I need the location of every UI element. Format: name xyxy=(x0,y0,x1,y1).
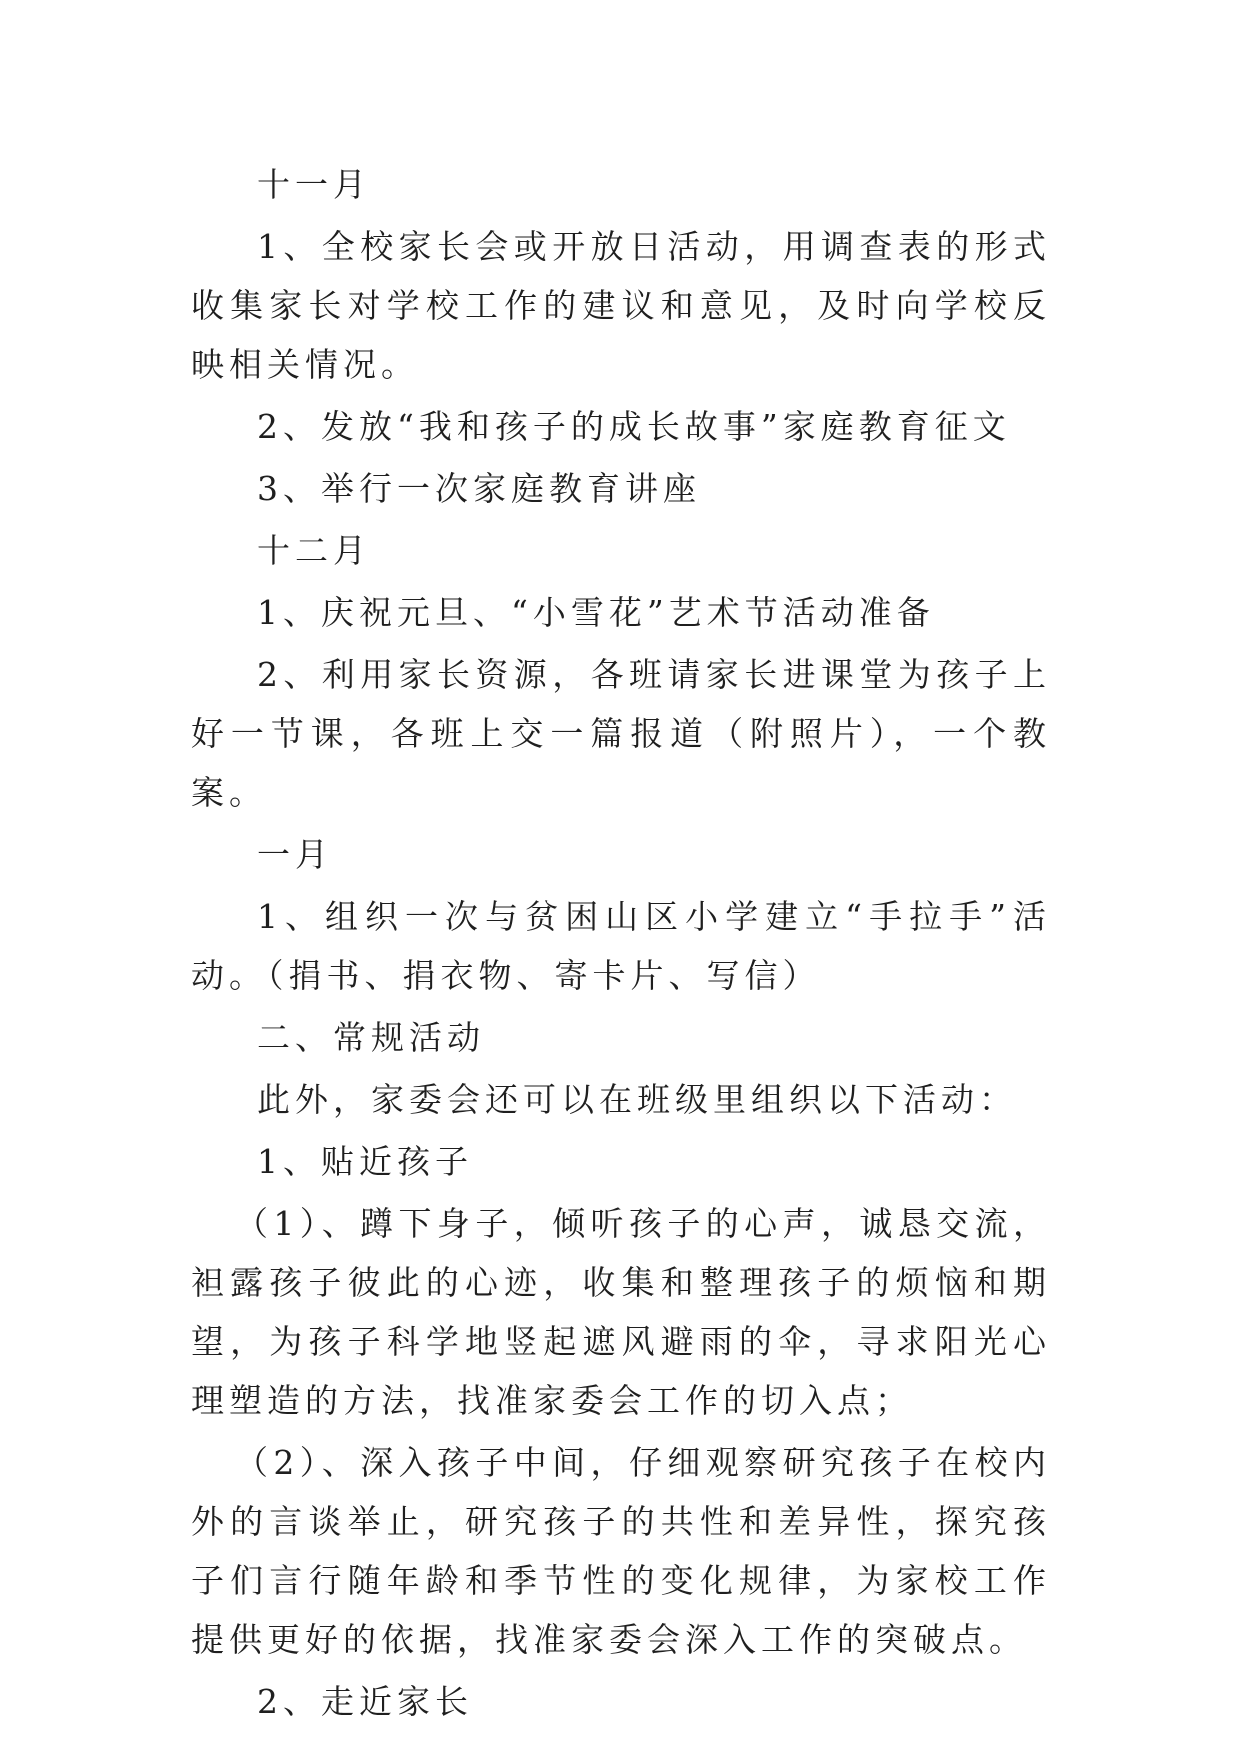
paragraph-january-item-1: 1、组织一次与贫困山区小学建立“手拉手”活动。（捐书、捐衣物、寄卡片、写信） xyxy=(191,897,1051,995)
heading-november: 十一月 xyxy=(257,165,371,204)
heading-january: 一月 xyxy=(257,835,333,874)
heading-december: 十二月 xyxy=(257,531,371,570)
paragraph-november-item-2: 2、发放“我和孩子的成长故事”家庭教育征文 xyxy=(257,407,1011,446)
paragraph-children-point-2: （2）、深入孩子中间，仔细观察研究孩子在校内外的言谈举止，研究孩子的共性和差异性，探究孩子们言行随年龄和季节性的变化规律，为家校工作提供更好的依据，找准家委会深入工作的突破点。 xyxy=(191,1443,1051,1659)
heading-regular-activities: 二、常规活动 xyxy=(257,1018,485,1057)
paragraph-children-point-1: （1）、蹲下身子，倾听孩子的心声，诚恳交流，袒露孩子彼此的心迹，收集和整理孩子的烦恼和期望，为孩子科学地竖起遮风避雨的伞，寻求阳光心理塑造的方法，找准家委会工作的切入点； xyxy=(191,1204,1051,1420)
paragraph-november-item-1: 1、全校家长会或开放日活动，用调查表的形式收集家长对学校工作的建议和意见，及时向学校反映相关情况。 xyxy=(191,227,1051,384)
document-body xyxy=(191,155,1051,1734)
subheading-close-to-parents: 2、走近家长 xyxy=(257,1682,473,1721)
subheading-close-to-children: 1、贴近孩子 xyxy=(257,1142,473,1181)
paragraph-december-item-1: 1、庆祝元旦、“小雪花”艺术节活动准备 xyxy=(257,593,935,632)
paragraph-november-item-3: 3、举行一次家庭教育讲座 xyxy=(257,469,701,508)
paragraph-regular-intro: 此外，家委会还可以在班级里组织以下活动： xyxy=(257,1080,1017,1119)
paragraph-december-item-2: 2、利用家长资源，各班请家长进课堂为孩子上好一节课，各班上交一篇报道（附照片），一个教案。 xyxy=(191,655,1051,812)
